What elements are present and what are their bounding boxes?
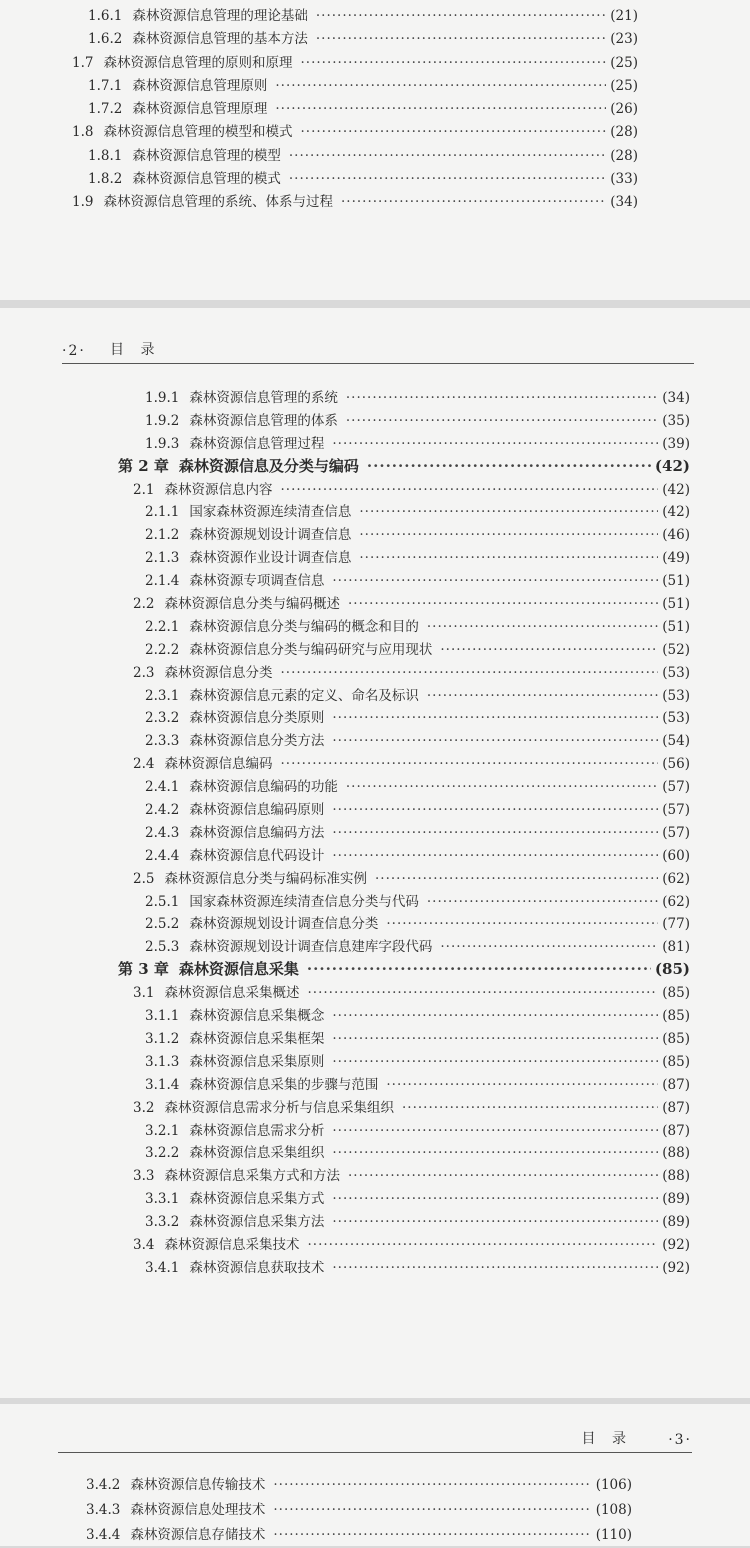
entry-number: 3.2.2 xyxy=(145,1145,180,1162)
entry-number: 3.1 xyxy=(133,985,155,1002)
entry-page-number: (85) xyxy=(662,1030,690,1047)
entry-number: 3.2.1 xyxy=(145,1122,180,1139)
entry-title: 森林资源信息需求分析与信息采集组织 xyxy=(164,1099,394,1116)
dot-leader xyxy=(427,619,658,635)
dot-leader xyxy=(341,194,606,210)
entry-page-number: (34) xyxy=(610,194,638,211)
entry-number: 3.1.2 xyxy=(145,1030,180,1047)
toc-entry[interactable] xyxy=(0,190,750,213)
entry-number: 2.1.2 xyxy=(145,527,180,544)
entry-page-number: (52) xyxy=(662,641,690,658)
entry-page-number: (53) xyxy=(662,687,690,704)
entry-page-number: (46) xyxy=(662,527,690,544)
page-number: ·2· xyxy=(62,343,86,359)
dot-leader xyxy=(289,171,606,187)
entry-number: 2.5.1 xyxy=(145,893,180,910)
entry-title: 森林资源信息管理的基本方法 xyxy=(132,31,308,48)
entry-page-number: (33) xyxy=(610,171,638,188)
entry-title: 森林资源信息采集概念 xyxy=(189,1008,325,1025)
dot-leader xyxy=(300,124,606,140)
dot-leader xyxy=(273,1502,591,1518)
entry-title: 森林资源信息管理的模型 xyxy=(132,147,281,164)
entry-number: 2.1.3 xyxy=(145,550,180,567)
toc-entry[interactable] xyxy=(0,500,750,523)
entry-title: 森林资源信息采集概述 xyxy=(164,985,300,1002)
entry-number: 3.2 xyxy=(133,1099,155,1116)
dot-leader xyxy=(332,573,658,589)
toc-entry[interactable] xyxy=(0,867,750,890)
entry-title: 森林资源信息代码设计 xyxy=(189,847,325,864)
dot-leader xyxy=(307,985,658,1001)
dot-leader xyxy=(275,78,606,94)
dot-leader xyxy=(348,1168,658,1184)
toc-entry[interactable] xyxy=(0,478,750,501)
entry-number: 3.3.1 xyxy=(145,1191,180,1208)
entry-title: 森林资源信息采集原则 xyxy=(189,1053,325,1070)
entry-title: 森林资源信息及分类与编码 xyxy=(178,456,359,475)
toc-list-page-1 xyxy=(0,4,750,214)
entry-number: 2.1 xyxy=(133,481,155,498)
entry-title: 森林资源信息编码 xyxy=(164,756,273,773)
entry-title: 森林资源规划设计调查信息建库字段代码 xyxy=(189,939,433,956)
dot-leader xyxy=(332,1145,658,1161)
entry-page-number: (56) xyxy=(662,756,690,773)
dot-leader xyxy=(332,733,658,749)
dot-leader xyxy=(440,642,658,658)
toc-entry[interactable] xyxy=(0,1073,750,1096)
entry-number: 1.8 xyxy=(72,124,94,141)
entry-title: 森林资源信息处理技术 xyxy=(130,1502,266,1518)
entry-page-number: (39) xyxy=(662,435,690,452)
entry-number: 2.3.2 xyxy=(145,710,180,727)
entry-page-number: (60) xyxy=(662,847,690,864)
toc-entry[interactable] xyxy=(0,432,750,455)
page-number: ·3· xyxy=(668,1432,692,1448)
dot-leader xyxy=(332,436,658,452)
running-title: 目 录 xyxy=(110,342,161,358)
entry-number: 2.4.3 xyxy=(145,824,180,841)
entry-number: 第 2 章 xyxy=(118,456,169,475)
entry-title: 国家森林资源连续清查信息 xyxy=(189,504,352,521)
entry-page-number: (51) xyxy=(662,618,690,635)
entry-number: 1.9.2 xyxy=(145,412,180,429)
entry-page-number: (88) xyxy=(662,1168,690,1185)
toc-entry[interactable] xyxy=(0,935,750,958)
toc-entry[interactable] xyxy=(0,821,750,844)
entry-page-number: (89) xyxy=(662,1191,690,1208)
entry-title: 森林资源信息管理的原则和原理 xyxy=(103,54,293,71)
entry-title: 森林资源规划设计调查信息分类 xyxy=(189,916,379,933)
entry-page-number: (42) xyxy=(662,504,690,521)
entry-title: 森林资源信息分类与编码标准实例 xyxy=(164,870,367,887)
toc-entry[interactable] xyxy=(0,981,750,1004)
entry-title: 森林资源信息分类与编码的概念和目的 xyxy=(189,618,419,635)
entry-page-number: (21) xyxy=(610,8,638,24)
toc-entry[interactable] xyxy=(0,1187,750,1210)
toc-entry[interactable] xyxy=(0,167,750,190)
dot-leader xyxy=(427,894,658,910)
dot-leader xyxy=(332,848,658,864)
toc-entry[interactable] xyxy=(0,1523,750,1548)
dot-leader xyxy=(332,825,658,841)
dot-leader xyxy=(359,550,658,566)
dot-leader xyxy=(402,1100,658,1116)
toc-entry[interactable] xyxy=(0,1256,750,1279)
entry-title: 森林资源规划设计调查信息 xyxy=(189,527,352,544)
toc-entry[interactable] xyxy=(0,684,750,707)
dot-leader xyxy=(359,527,658,543)
entry-page-number: (85) xyxy=(662,1008,690,1025)
toc-entry[interactable] xyxy=(0,4,750,27)
entry-page-number: (87) xyxy=(662,1076,690,1093)
dot-leader xyxy=(332,1008,658,1024)
entry-number: 2.4.1 xyxy=(145,779,180,796)
entry-title: 森林资源信息采集组织 xyxy=(189,1145,325,1162)
entry-number: 1.7 xyxy=(72,54,94,71)
entry-page-number: (51) xyxy=(662,573,690,590)
toc-chapter-entry[interactable] xyxy=(0,455,750,478)
toc-entry[interactable] xyxy=(0,409,750,432)
entry-page-number: (110) xyxy=(595,1527,632,1543)
dot-leader xyxy=(332,1054,658,1070)
entry-number: 2.3.3 xyxy=(145,733,180,750)
dot-leader xyxy=(289,148,606,164)
toc-entry[interactable] xyxy=(0,546,750,569)
entry-title: 森林资源信息管理的体系 xyxy=(189,412,338,429)
entry-number: 2.1.4 xyxy=(145,573,180,590)
entry-title: 森林资源信息分类方法 xyxy=(189,733,325,750)
entry-number: 2.2 xyxy=(133,596,155,613)
toc-entry[interactable] xyxy=(0,1096,750,1119)
entry-page-number: (42) xyxy=(662,481,690,498)
toc-entry[interactable] xyxy=(0,844,750,867)
toc-entry[interactable] xyxy=(0,1050,750,1073)
toc-entry[interactable] xyxy=(0,97,750,120)
entry-title: 森林资源信息分类与编码概述 xyxy=(164,596,340,613)
entry-number: 1.9.3 xyxy=(145,435,180,452)
entry-number: 2.5 xyxy=(133,870,155,887)
entry-number: 3.1.4 xyxy=(145,1076,180,1093)
entry-title: 森林资源信息管理的理论基础 xyxy=(132,8,308,24)
toc-entry[interactable] xyxy=(0,638,750,661)
entry-number: 3.4.3 xyxy=(86,1502,121,1518)
entry-page-number: (92) xyxy=(662,1259,690,1276)
dot-leader xyxy=(280,665,658,681)
entry-title: 森林资源信息传输技术 xyxy=(130,1477,266,1493)
entry-number: 2.3 xyxy=(133,664,155,681)
entry-page-number: (106) xyxy=(595,1477,632,1493)
dot-leader xyxy=(280,756,658,772)
toc-entry[interactable] xyxy=(0,729,750,752)
entry-title: 森林资源信息管理原理 xyxy=(132,101,268,118)
entry-page-number: (28) xyxy=(610,124,638,141)
page-2-running-header xyxy=(62,335,694,364)
dot-leader xyxy=(273,1527,591,1543)
entry-title: 森林资源信息元素的定义、命名及标识 xyxy=(189,687,419,704)
entry-number: 2.5.2 xyxy=(145,916,180,933)
toc-entry[interactable] xyxy=(0,120,750,143)
entry-title: 森林资源信息采集 xyxy=(178,960,299,979)
dot-leader xyxy=(273,1477,591,1493)
dot-leader xyxy=(386,1077,658,1093)
dot-leader xyxy=(367,457,651,475)
dot-leader xyxy=(375,871,658,887)
entry-title: 森林资源信息采集的步骤与范围 xyxy=(189,1076,379,1093)
entry-number: 2.5.3 xyxy=(145,939,180,956)
entry-number: 3.3 xyxy=(133,1168,155,1185)
entry-number: 1.8.2 xyxy=(88,171,123,188)
entry-page-number: (87) xyxy=(662,1099,690,1116)
dot-leader xyxy=(332,802,658,818)
entry-number: 2.4 xyxy=(133,756,155,773)
toc-entry[interactable] xyxy=(0,798,750,821)
entry-page-number: (35) xyxy=(662,412,690,429)
entry-title: 森林资源信息采集框架 xyxy=(189,1030,325,1047)
dot-leader xyxy=(307,1237,658,1253)
entry-title: 森林资源信息采集方法 xyxy=(189,1214,325,1231)
entry-page-number: (34) xyxy=(662,390,690,406)
entry-title: 森林资源信息存储技术 xyxy=(130,1527,266,1543)
entry-title: 森林资源信息编码的功能 xyxy=(189,779,338,796)
toc-entry[interactable] xyxy=(0,1233,750,1256)
toc-entry[interactable] xyxy=(0,1210,750,1233)
entry-page-number: (25) xyxy=(610,54,638,71)
entry-page-number: (51) xyxy=(662,596,690,613)
toc-entry[interactable] xyxy=(0,661,750,684)
entry-page-number: (26) xyxy=(610,101,638,118)
entry-page-number: (23) xyxy=(610,31,638,48)
entry-title: 国家森林资源连续清查信息分类与代码 xyxy=(189,893,419,910)
entry-number: 3.4 xyxy=(133,1236,155,1253)
entry-number: 3.4.4 xyxy=(86,1527,121,1543)
entry-page-number: (57) xyxy=(662,779,690,796)
entry-number: 2.2.2 xyxy=(145,641,180,658)
entry-title: 森林资源信息编码方法 xyxy=(189,824,325,841)
dot-leader xyxy=(316,8,606,24)
entry-page-number: (53) xyxy=(662,710,690,727)
entry-page-number: (77) xyxy=(662,916,690,933)
dot-leader xyxy=(300,55,606,71)
toc-entry[interactable] xyxy=(0,51,750,74)
toc-chapter-entry[interactable] xyxy=(0,958,750,981)
toc-entry[interactable] xyxy=(0,27,750,50)
entry-page-number: (25) xyxy=(610,77,638,94)
entry-page-number: (85) xyxy=(662,985,690,1002)
dot-leader xyxy=(332,1260,658,1276)
dot-leader xyxy=(359,504,658,520)
dot-leader xyxy=(386,916,658,932)
entry-page-number: (85) xyxy=(654,960,690,979)
entry-page-number: (28) xyxy=(610,147,638,164)
dot-leader xyxy=(280,482,658,498)
toc-entry[interactable] xyxy=(0,1027,750,1050)
entry-number: 1.8.1 xyxy=(88,147,123,164)
toc-entry[interactable] xyxy=(0,386,750,409)
toc-entry[interactable] xyxy=(0,1004,750,1027)
entry-title: 森林资源信息采集技术 xyxy=(164,1236,300,1253)
entry-title: 森林资源作业设计调查信息 xyxy=(189,550,352,567)
entry-page-number: (92) xyxy=(662,1236,690,1253)
toc-entry[interactable] xyxy=(0,523,750,546)
entry-number: 1.7.1 xyxy=(88,77,123,94)
dot-leader xyxy=(440,939,658,955)
entry-number: 3.4.2 xyxy=(86,1477,121,1493)
dot-leader xyxy=(316,31,606,47)
dot-leader xyxy=(275,101,606,117)
entry-page-number: (54) xyxy=(662,733,690,750)
dot-leader xyxy=(346,779,658,795)
entry-page-number: (62) xyxy=(662,870,690,887)
entry-page-number: (53) xyxy=(662,664,690,681)
toc-entry[interactable] xyxy=(0,890,750,913)
entry-number: 1.6.2 xyxy=(88,31,123,48)
running-title: 目 录 xyxy=(581,1431,632,1447)
entry-title: 森林资源信息获取技术 xyxy=(189,1259,325,1276)
entry-title: 森林资源信息管理过程 xyxy=(189,435,325,452)
entry-title: 森林资源信息分类原则 xyxy=(189,710,325,727)
entry-title: 森林资源信息管理的模型和模式 xyxy=(103,124,293,141)
toc-entry[interactable] xyxy=(0,144,750,167)
entry-number: 2.4.4 xyxy=(145,847,180,864)
toc-list-page-3 xyxy=(0,1473,750,1548)
dot-leader xyxy=(332,1031,658,1047)
dot-leader xyxy=(332,710,658,726)
entry-number: 第 3 章 xyxy=(118,960,169,979)
dot-leader xyxy=(346,413,658,429)
dot-leader xyxy=(346,390,658,406)
entry-page-number: (81) xyxy=(662,939,690,956)
entry-title: 森林资源专项调查信息 xyxy=(189,573,325,590)
page-3-running-header xyxy=(58,1424,692,1453)
entry-title: 森林资源信息内容 xyxy=(164,481,273,498)
entry-title: 森林资源信息管理的模式 xyxy=(132,171,281,188)
toc-entry[interactable] xyxy=(0,1498,750,1523)
toc-entry[interactable] xyxy=(0,706,750,729)
entry-title: 森林资源信息编码原则 xyxy=(189,802,325,819)
dot-leader xyxy=(307,960,651,978)
dot-leader xyxy=(332,1123,658,1139)
entry-number: 3.4.1 xyxy=(145,1259,180,1276)
dot-leader xyxy=(348,596,658,612)
entry-number: 3.1.3 xyxy=(145,1053,180,1070)
entry-title: 森林资源信息分类 xyxy=(164,664,273,681)
entry-title: 森林资源信息管理的系统、体系与过程 xyxy=(103,194,333,211)
entry-number: 1.9 xyxy=(72,194,94,211)
dot-leader xyxy=(332,1191,658,1207)
entry-page-number: (49) xyxy=(662,550,690,567)
toc-entry[interactable] xyxy=(0,1473,750,1498)
entry-page-number: (57) xyxy=(662,824,690,841)
entry-number: 2.2.1 xyxy=(145,618,180,635)
entry-title: 森林资源信息采集方式和方法 xyxy=(164,1168,340,1185)
toc-entry[interactable] xyxy=(0,1164,750,1187)
entry-title: 森林资源信息采集方式 xyxy=(189,1191,325,1208)
toc-entry[interactable] xyxy=(0,615,750,638)
entry-title: 森林资源信息管理的系统 xyxy=(189,390,338,406)
entry-title: 森林资源信息管理原则 xyxy=(132,77,268,94)
toc-entry[interactable] xyxy=(0,74,750,97)
dot-leader xyxy=(332,1214,658,1230)
toc-list-page-2 xyxy=(0,386,750,1279)
entry-page-number: (85) xyxy=(662,1053,690,1070)
dot-leader xyxy=(427,688,658,704)
entry-page-number: (62) xyxy=(662,893,690,910)
entry-title: 森林资源信息分类与编码研究与应用现状 xyxy=(189,641,433,658)
entry-number: 1.6.1 xyxy=(88,8,123,24)
entry-page-number: (87) xyxy=(662,1122,690,1139)
toc-entry[interactable] xyxy=(0,775,750,798)
entry-page-number: (89) xyxy=(662,1214,690,1231)
entry-number: 1.9.1 xyxy=(145,390,180,406)
entry-page-number: (42) xyxy=(654,456,690,475)
toc-entry[interactable] xyxy=(0,569,750,592)
entry-number: 3.1.1 xyxy=(145,1008,180,1025)
toc-entry[interactable] xyxy=(0,1141,750,1164)
entry-number: 1.7.2 xyxy=(88,101,123,118)
toc-entry[interactable] xyxy=(0,752,750,775)
toc-entry[interactable] xyxy=(0,912,750,935)
entry-number: 2.3.1 xyxy=(145,687,180,704)
entry-title: 森林资源信息需求分析 xyxy=(189,1122,325,1139)
entry-page-number: (88) xyxy=(662,1145,690,1162)
toc-entry[interactable] xyxy=(0,592,750,615)
entry-number: 3.3.2 xyxy=(145,1214,180,1231)
entry-page-number: (57) xyxy=(662,802,690,819)
entry-number: 2.1.1 xyxy=(145,504,180,521)
entry-number: 2.4.2 xyxy=(145,802,180,819)
toc-entry[interactable] xyxy=(0,1119,750,1142)
entry-page-number: (108) xyxy=(595,1502,632,1518)
